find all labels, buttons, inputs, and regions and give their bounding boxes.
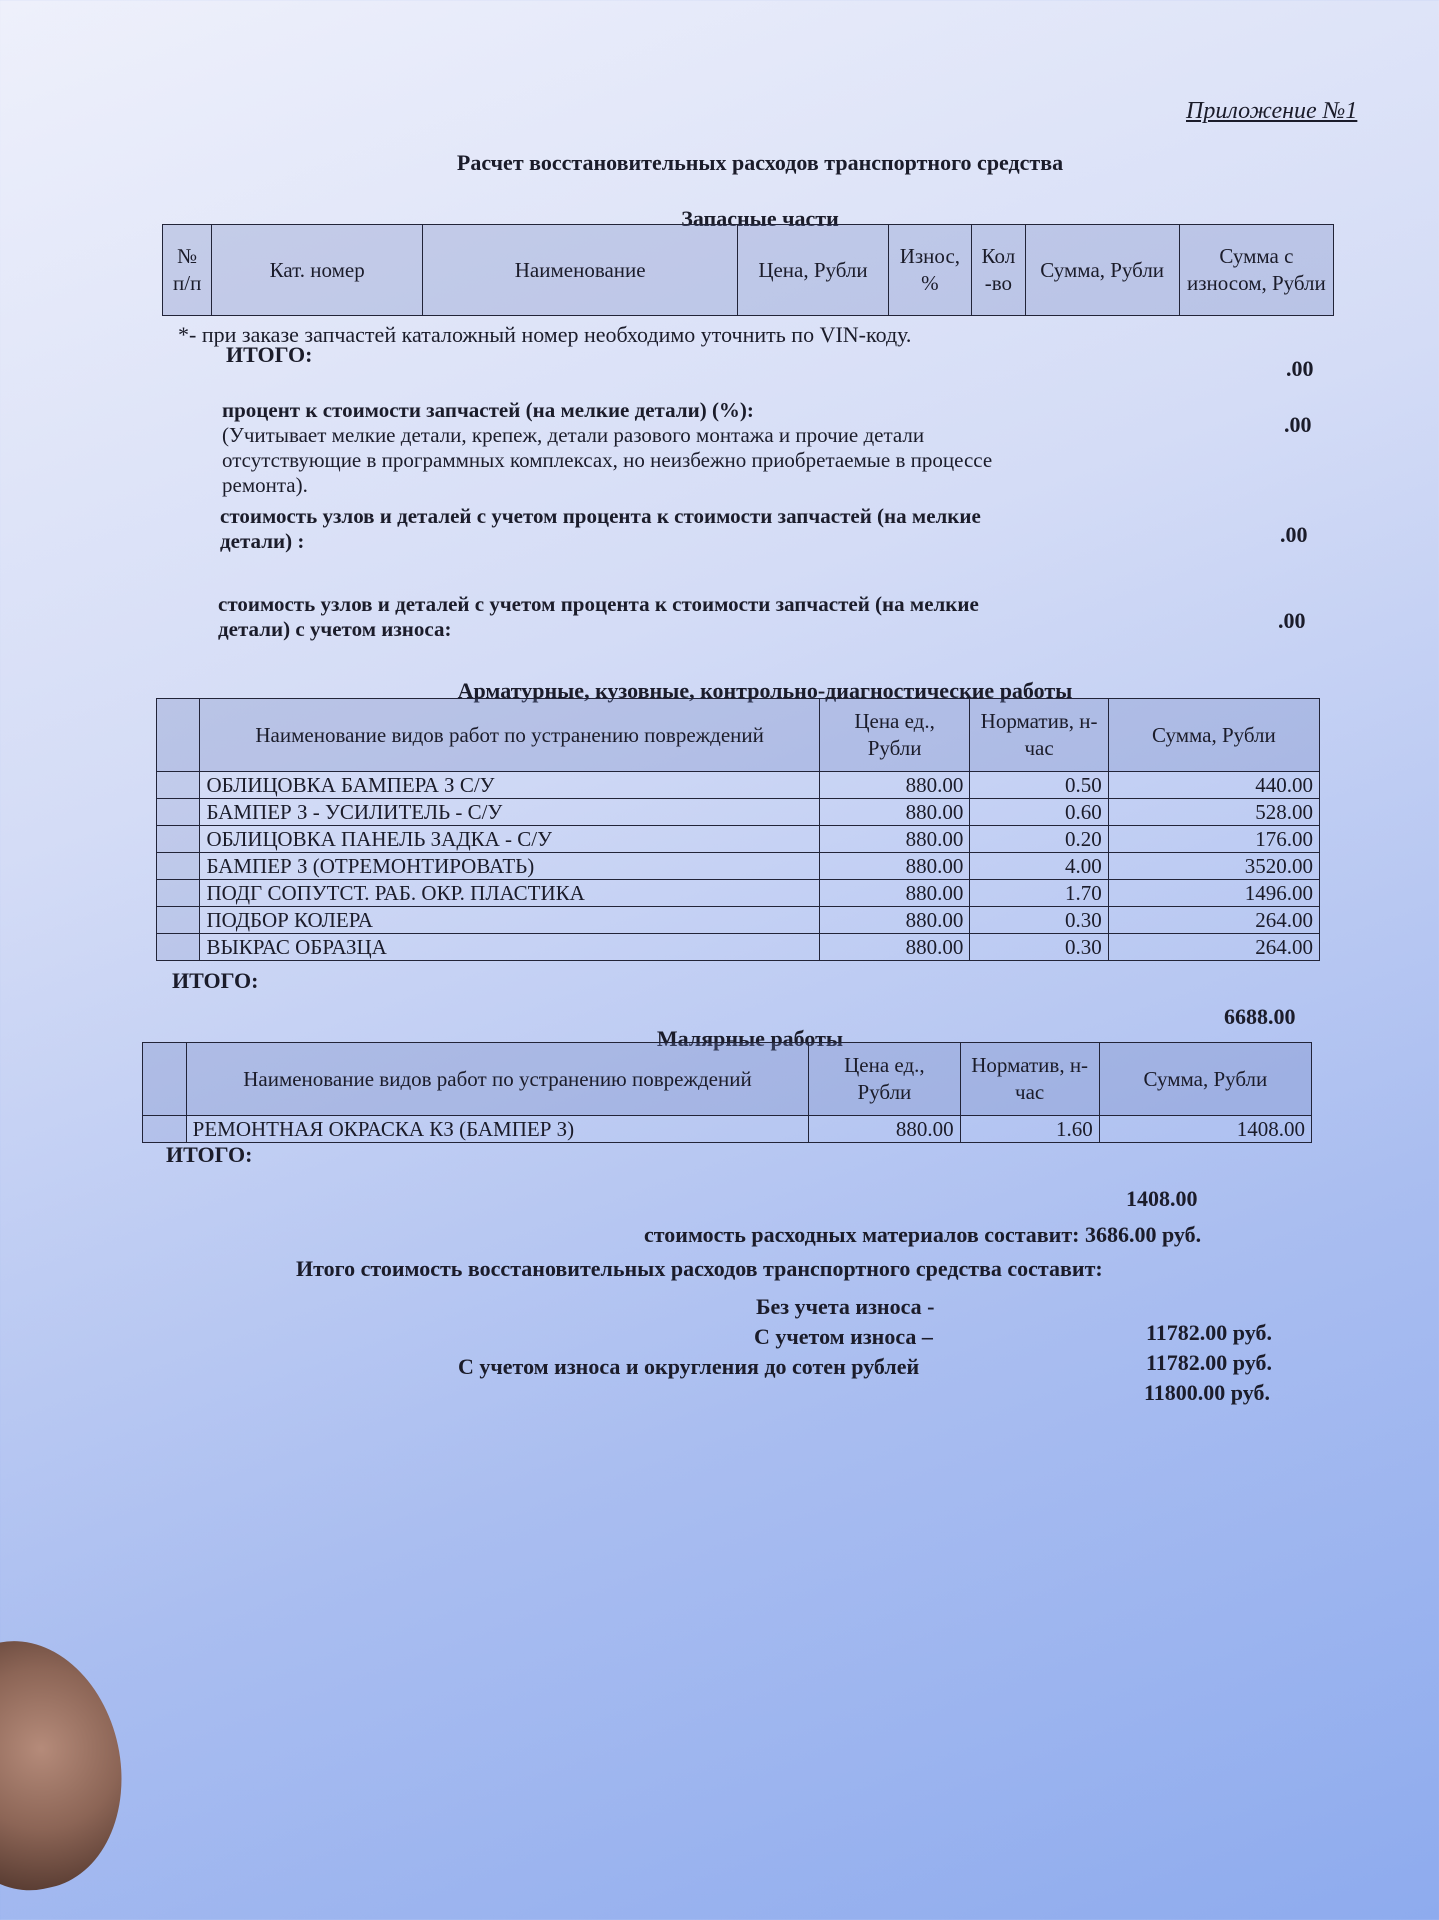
body-works-total-label: ИТОГО: — [172, 968, 259, 993]
col-qty: Кол -во — [972, 225, 1025, 316]
col-norm-hours: Норматив, н-час — [970, 699, 1108, 772]
work-sum: 1496.00 — [1108, 880, 1319, 907]
work-sum: 440.00 — [1108, 772, 1319, 799]
total-title: Итого стоимость восстановительных расходов транспортного средства составит: — [296, 1256, 1103, 1281]
work-sum: 176.00 — [1108, 826, 1319, 853]
work-norm: 0.20 — [970, 826, 1108, 853]
table-row — [157, 853, 1320, 880]
paint-works-header — [143, 1043, 1312, 1116]
work-norm: 1.70 — [970, 880, 1108, 907]
work-name: ПОДГ СОПУТСТ. РАБ. ОКР. ПЛАСТИКА — [200, 880, 819, 907]
col-name: Наименование — [422, 225, 737, 316]
work-price: 880.00 — [809, 1116, 960, 1143]
work-price: 880.00 — [819, 853, 970, 880]
table-row — [157, 907, 1320, 934]
col-unit-price: Цена ед., Рубли — [809, 1043, 960, 1116]
col-work-name: Наименование видов работ по устранению повреждений — [186, 1043, 809, 1116]
work-price: 880.00 — [819, 907, 970, 934]
paint-works-total-label: ИТОГО: — [166, 1142, 253, 1167]
without-wear-label: Без учета износа - — [756, 1294, 935, 1319]
parts-section-title: Запасные части — [681, 206, 839, 231]
table-row — [157, 772, 1320, 799]
parts-table-header — [163, 225, 1334, 316]
percent-description: (Учитывает мелкие детали, крепеж, детали разового монтажа и прочие детали отсутствующие в программных комплексах, но неизбежно приобретаемые в процессе ремонта). — [222, 423, 993, 497]
cost-with-percent-value: .00 — [1280, 522, 1308, 547]
col-sum: Сумма, Рубли — [1099, 1043, 1311, 1116]
col-work-name: Наименование видов работ по устранению повреждений — [200, 699, 819, 772]
paint-works-table — [142, 1042, 1312, 1143]
document-title: Расчет восстановительных расходов транспортного средства — [456, 150, 1064, 175]
work-sum: 264.00 — [1108, 934, 1319, 961]
work-price: 880.00 — [819, 772, 970, 799]
col-sum: Сумма, Рубли — [1025, 225, 1179, 316]
without-wear-value: 11782.00 руб. — [1146, 1320, 1272, 1345]
table-row — [143, 1116, 1312, 1143]
work-sum: 1408.00 — [1099, 1116, 1311, 1143]
col-wear: Износ, % — [888, 225, 972, 316]
materials-cost: стоимость расходных материалов составит: 3686.00 руб. — [644, 1222, 1202, 1247]
cost-with-wear-value: .00 — [1278, 608, 1306, 633]
parts-total-label: ИТОГО: — [226, 342, 313, 367]
work-sum: 264.00 — [1108, 907, 1319, 934]
paint-works-section-title: Малярные работы — [656, 1026, 844, 1051]
cost-with-percent-label: стоимость узлов и деталей с учетом процента к стоимости запчастей (на мелкие детали) : — [220, 504, 981, 553]
cost-with-wear-label: стоимость узлов и деталей с учетом процента к стоимости запчастей (на мелкие детали) с учетом износа: — [218, 592, 979, 641]
body-works-total-value: 6688.00 — [1224, 1004, 1296, 1029]
appendix-label: Приложение №1 — [1186, 98, 1358, 124]
col-sum-with-wear: Сумма с износом, Рубли — [1179, 225, 1333, 316]
col-sum: Сумма, Рубли — [1108, 699, 1319, 772]
work-norm: 0.30 — [970, 934, 1108, 961]
work-name: ВЫКРАС ОБРАЗЦА — [200, 934, 819, 961]
work-norm: 0.30 — [970, 907, 1108, 934]
work-sum: 528.00 — [1108, 799, 1319, 826]
work-price: 880.00 — [819, 880, 970, 907]
thumb — [0, 1623, 144, 1907]
work-sum: 3520.00 — [1108, 853, 1319, 880]
parts-total-value: .00 — [1286, 356, 1314, 381]
paint-works-total-value: 1408.00 — [1126, 1186, 1198, 1211]
body-works-section-title: Арматурные, кузовные, контрольно-диагностические работы — [457, 678, 1073, 703]
table-row — [157, 826, 1320, 853]
work-name: БАМПЕР З - УСИЛИТЕЛЬ - С/У — [200, 799, 819, 826]
with-wear-label: С учетом износа – — [754, 1324, 933, 1349]
with-wear-value: 11782.00 руб. — [1146, 1350, 1272, 1375]
rounded-label: С учетом износа и округления до сотен рублей — [458, 1354, 920, 1379]
work-name: БАМПЕР З (ОТРЕМОНТИРОВАТЬ) — [200, 853, 819, 880]
col-index — [157, 699, 200, 772]
body-works-table — [156, 698, 1320, 961]
rounded-value: 11800.00 руб. — [1144, 1380, 1270, 1405]
vin-note: *- при заказе запчастей каталожный номер необходимо уточнить по VIN-коду. — [178, 322, 912, 347]
work-price: 880.00 — [819, 799, 970, 826]
work-name: ОБЛИЦОВКА БАМПЕРА З С/У — [200, 772, 819, 799]
col-norm-hours: Норматив, н-час — [960, 1043, 1099, 1116]
col-index — [143, 1043, 187, 1116]
work-norm: 1.60 — [960, 1116, 1099, 1143]
work-name: ПОДБОР КОЛЕРА — [200, 907, 819, 934]
work-name: РЕМОНТНАЯ ОКРАСКА КЗ (БАМПЕР З) — [186, 1116, 809, 1143]
work-norm: 0.50 — [970, 772, 1108, 799]
work-price: 880.00 — [819, 826, 970, 853]
col-price: Цена, Рубли — [738, 225, 888, 316]
table-row — [157, 880, 1320, 907]
col-index: № п/п — [163, 225, 212, 316]
work-norm: 0.60 — [970, 799, 1108, 826]
percent-value: .00 — [1284, 412, 1312, 437]
work-norm: 4.00 — [970, 853, 1108, 880]
parts-table — [162, 224, 1334, 316]
table-row — [157, 934, 1320, 961]
percent-label: процент к стоимости запчастей (на мелкие детали) (%): — [222, 398, 754, 422]
work-name: ОБЛИЦОВКА ПАНЕЛЬ ЗАДКА - С/У — [200, 826, 819, 853]
col-catalog-number: Кат. номер — [212, 225, 423, 316]
work-price: 880.00 — [819, 934, 970, 961]
body-works-header — [157, 699, 1320, 772]
col-unit-price: Цена ед., Рубли — [819, 699, 970, 772]
table-row — [157, 799, 1320, 826]
